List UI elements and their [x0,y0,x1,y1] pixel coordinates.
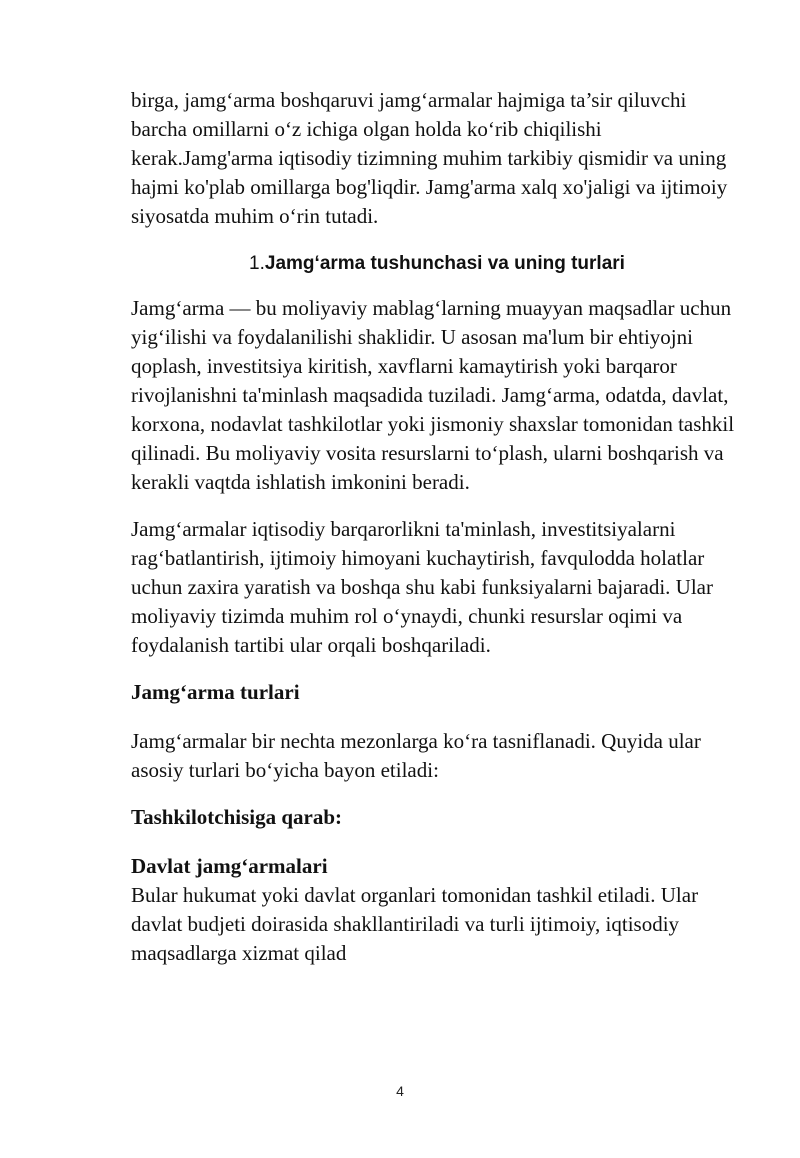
state-funds-paragraph: Bular hukumat yoki davlat organlari tomonidan tashkil etiladi. Ular davlat budjeti doirasida shakllantiriladi va turli ijtimoiy, iqtisodiy maqsadlarga xizmat qilad [131,883,699,965]
intro-paragraph: birga, jamg‘arma boshqaruvi jamg‘armalar hajmiga ta’sir qiluvchi barcha omillarni o‘z ichiga olgan holda ko‘rib chiqilishi kerak.Jamg'arma iqtisodiy tizimning muhim tarkibiy qismidir va uning hajmi ko'plab omillarga bog'liqdir. Jamg'arma xalq xo'jaligi va ijtimoiy siyosatda muhim o‘rin tutadi. [131,88,728,228]
section-number: 1. [249,253,265,274]
section-title-text: Jamg‘arma tushunchasi va uning turlari [264,253,625,274]
page-number: 4 [396,1083,404,1099]
types-heading: Jamg‘arma turlari [131,680,300,704]
classification-paragraph: Jamg‘armalar bir nechta mezonlarga ko‘ra tasniflanadi. Quyida ular asosiy turlari bo‘yicha bayon etiladi: [131,729,701,782]
definition-paragraph: Jamg‘arma — bu moliyaviy mablag‘larning muayyan maqsadlar uchun yig‘ilishi va foydalanilishi shaklidir. U asosan ma'lum bir ehtiyojni qoplash, investitsiya kiritish, xavflarni kamaytirish yoki barqaror rivojlanishni ta'minlash maqsadida tuziladi. Jamg‘arma, odatda, davlat, korxona, nodavlat tashkilotlar yoki jismoniy shaxslar tomonidan tashkil qilinadi. Bu moliyaviy vosita resurslarni to‘plash, ularni boshqarish va kerakli vaqtda ishlatish imkonini beradi. [131,296,735,494]
state-funds-heading: Davlat jamg‘armalari [131,854,328,878]
section-title [131,249,743,278]
functions-paragraph: Jamg‘armalar iqtisodiy barqarorlikni ta'minlash, investitsiyalarni rag‘batlantirish, ijtimoiy himoyani kuchaytirish, favqulodda holatlar uchun zaxira yaratish va boshqa shu kabi funksiyalarni bajaradi. Ular moliyaviy tizimda muhim rol o‘ynaydi, chunki resurslar oqimi va foydalanish tartibi ular orqali boshqariladi. [131,517,713,657]
by-organizer-heading: Tashkilotchisiga qarab: [131,805,343,829]
page-content [131,86,743,986]
